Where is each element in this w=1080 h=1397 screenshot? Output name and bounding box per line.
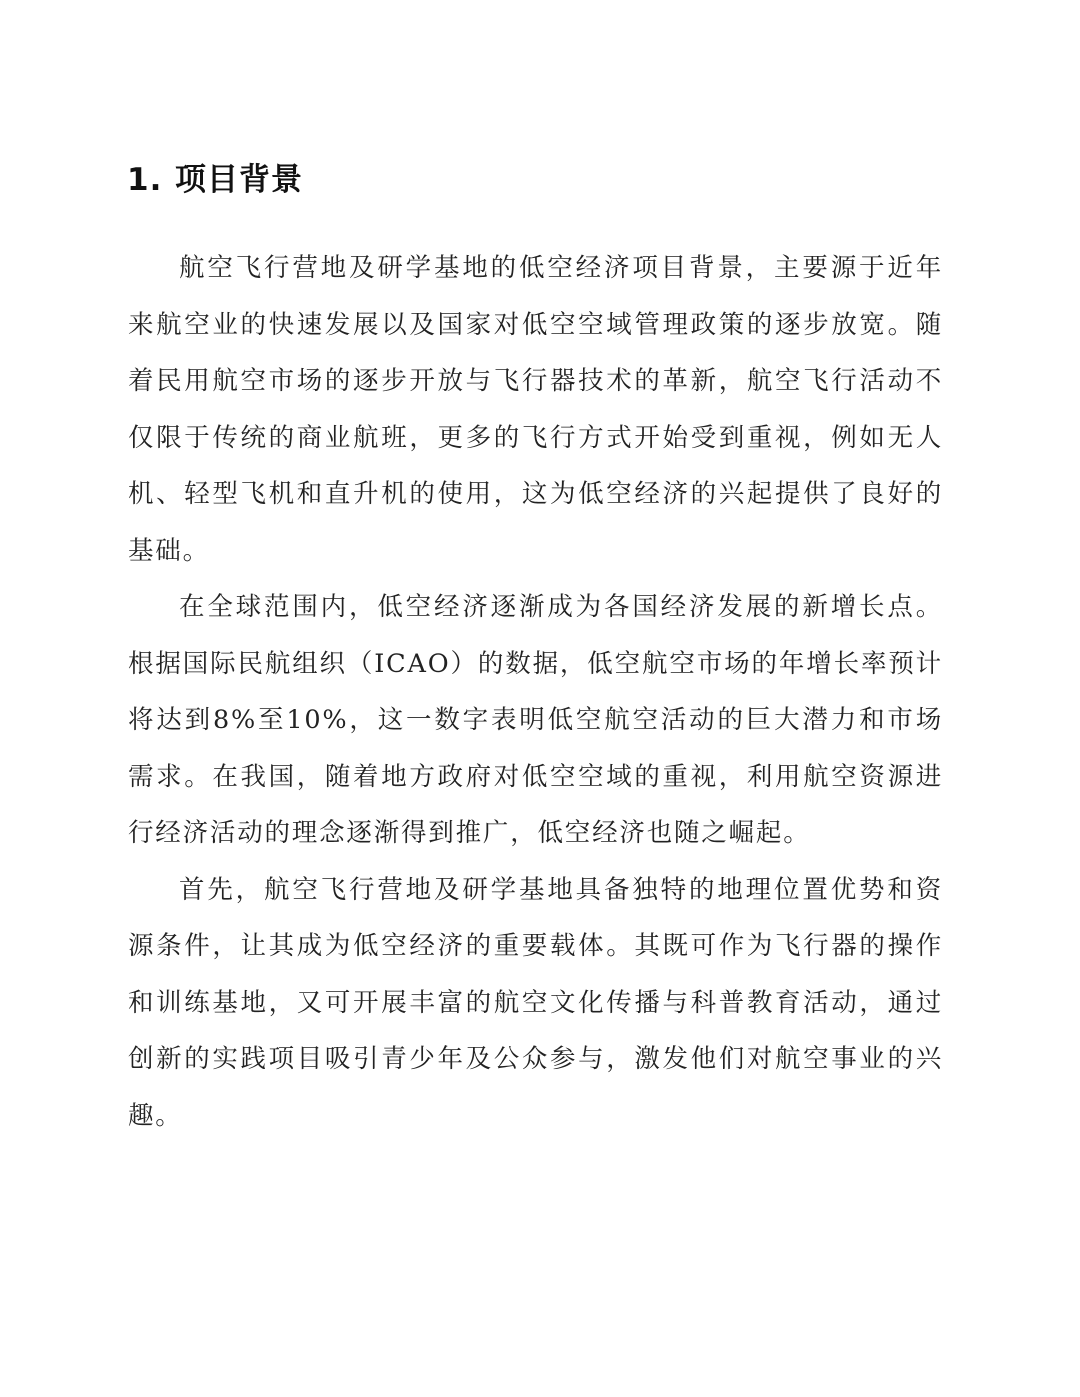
paragraph-background: 航空飞行营地及研学基地的低空经济项目背景，主要源于近年来航空业的快速发展以及国家对低空空域管理政策的逐步放宽。随着民用航空市场的逐步开放与飞行器技术的革新，航空飞行活动不仅限于传统的商业航班，更多的飞行方式开始受到重视，例如无人机、轻型飞机和直升机的使用，这为低空经济的兴起提供了良好的基础。 xyxy=(128,253,943,566)
section-number: 1. xyxy=(127,162,163,198)
section-heading xyxy=(127,160,303,200)
body-text xyxy=(128,240,943,1144)
section-title: 项目背景 xyxy=(175,162,303,198)
paragraph-advantages: 首先，航空飞行营地及研学基地具备独特的地理位置优势和资源条件，让其成为低空经济的重要载体。其既可作为飞行器的操作和训练基地，又可开展丰富的航空文化传播与科普教育活动，通过创新的实践项目吸引青少年及公众参与，激发他们对航空事业的兴趣。 xyxy=(128,874,943,1131)
paragraph-global-context: 在全球范围内，低空经济逐渐成为各国经济发展的新增长点。根据国际民航组织（ICAO）的数据，低空航空市场的年增长率预计将达到8%至10%，这一数字表明低空航空活动的巨大潜力和市场需求。在我国，随着地方政府对低空空域的重视，利用航空资源进行经济活动的理念逐渐得到推广，低空经济也随之崛起。 xyxy=(128,592,943,848)
